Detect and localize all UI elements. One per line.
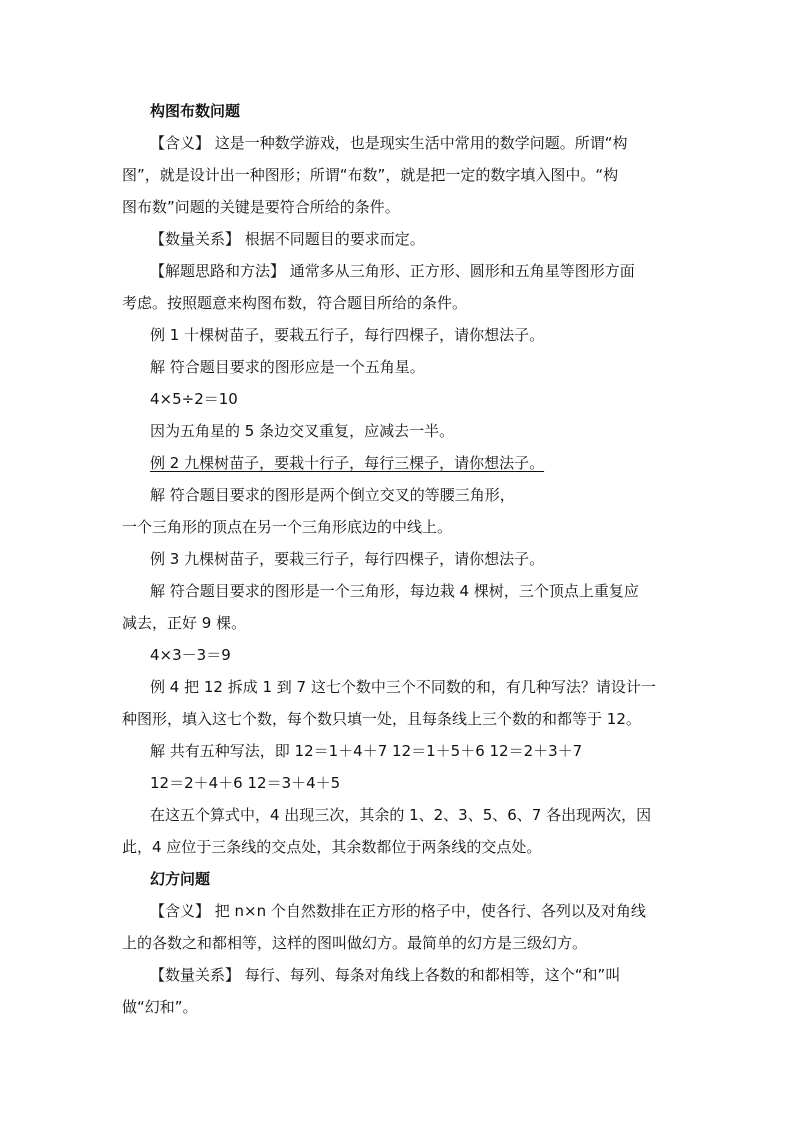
solution-line: 解 符合题目要求的图形是一个三角形，每边栽 4 棵树，三个顶点上重复应: [150, 582, 639, 600]
text-line: 减去，正好 9 棵。: [122, 614, 247, 632]
example-2-line: 例 2 九棵树苗子，要栽十行子，每行三棵子，请你想法子。: [150, 454, 545, 472]
solution-line: 解 符合题目要求的图形应是一个五角星。: [150, 358, 425, 376]
text-line: 【含义】 把 n×n 个自然数排在正方形的格子中，使各行、各列以及对角线: [150, 902, 646, 920]
example-3-line: 例 3 九棵树苗子，要栽三行子，每行四棵子，请你想法子。: [150, 550, 545, 568]
text-line: 一个三角形的顶点在另一个三角形底边的中线上。: [122, 518, 453, 536]
example-1-line: 例 1 十棵树苗子，要栽五行子，每行四棵子，请你想法子。: [150, 326, 545, 344]
text-line: 【数量关系】 根据不同题目的要求而定。: [150, 230, 425, 248]
equation-line: 4×3－3＝9: [150, 646, 231, 664]
text-line: 【解题思路和方法】 通常多从三角形、正方形、圆形和五角星等图形方面: [150, 262, 635, 280]
text-line: 图”，就是设计出一种图形；所谓“布数”，就是把一定的数字填入图中。“构: [122, 166, 619, 184]
text-line: 【含义】 这是一种数学游戏，也是现实生活中常用的数学问题。所谓“构: [150, 134, 628, 152]
text-line: 种图形，填入这七个数，每个数只填一处，且每条线上三个数的和都等于 12。: [122, 710, 641, 728]
text-line: 此，4 应位于三条线的交点处，其余数都位于两条线的交点处。: [122, 838, 542, 856]
example-4-line: 例 4 把 12 拆成 1 到 7 这七个数中三个不同数的和，有几种写法？请设计一: [150, 678, 656, 696]
text-line: 做“幻和”。: [122, 998, 198, 1016]
text-line: 上的各数之和都相等，这样的图叫做幻方。最简单的幻方是三级幻方。: [122, 934, 588, 952]
text-line: 考虑。按照题意来构图布数，符合题目所给的条件。: [122, 294, 468, 312]
equation-line: 4×5÷2＝10: [150, 390, 238, 408]
section-title-magic-square: 幻方问题: [150, 870, 211, 888]
text-line: 因为五角星的 5 条边交叉重复，应减去一半。: [150, 422, 455, 440]
equation-line: 12＝2＋4＋6 12＝3＋4＋5: [150, 774, 341, 792]
text-line: 图布数”问题的关键是要符合所给的条件。: [122, 198, 400, 216]
solution-line: 解 共有五种写法，即 12＝1＋4＋7 12＝1＋5＋6 12＝2＋3＋7: [150, 742, 583, 760]
text-line: 【数量关系】 每行、每列、每条对角线上各数的和都相等，这个“和”叫: [150, 966, 621, 984]
section-title-composition: 构图布数问题: [150, 102, 241, 120]
text-line: 在这五个算式中，4 出现三次，其余的 1、2、3、5、6、7 各出现两次，因: [150, 806, 652, 824]
solution-line: 解 符合题目要求的图形是两个倒立交叉的等腰三角形，: [150, 486, 515, 504]
